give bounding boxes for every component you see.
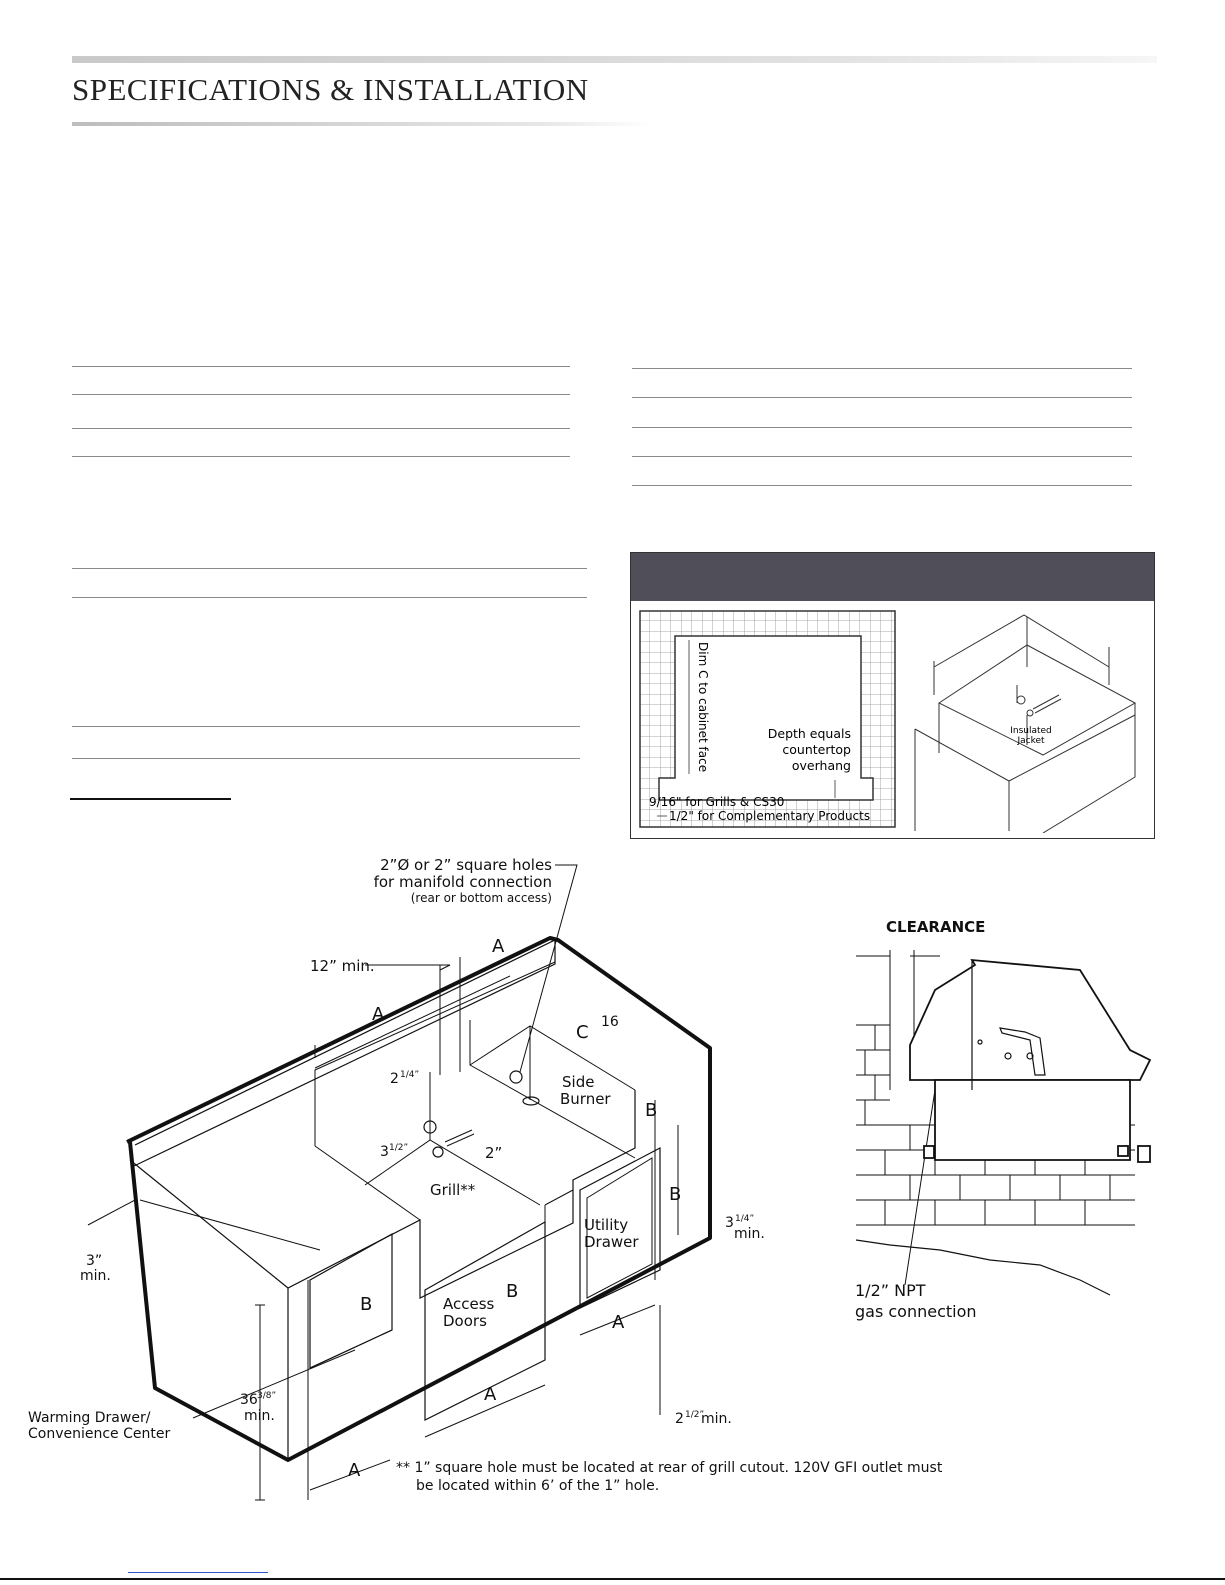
thirty-six-frac: 3/8” xyxy=(257,1391,277,1401)
manifold-note-3: (rear or bottom access) xyxy=(410,891,552,905)
rule xyxy=(72,597,587,598)
dim-a-label: A xyxy=(372,1004,385,1025)
three-min-label-2: min. xyxy=(80,1268,111,1284)
dim-a-label: A xyxy=(484,1384,497,1405)
dim-b-label: B xyxy=(645,1100,658,1121)
depth-label-1: Depth equals xyxy=(767,726,851,741)
dim-b-label: B xyxy=(506,1281,519,1302)
utility-drawer-label-1: Utility xyxy=(584,1216,629,1234)
rule xyxy=(72,726,580,727)
footer-rule xyxy=(0,1578,1225,1580)
rule xyxy=(632,427,1132,428)
side-burner-label-2: Burner xyxy=(560,1090,611,1108)
rule xyxy=(632,397,1132,398)
dim-b-label: B xyxy=(669,1184,682,1205)
two-quarter-label: 2 xyxy=(390,1071,399,1087)
jacket-label-1: Insulated xyxy=(1010,726,1052,736)
header-bar xyxy=(72,56,1157,63)
depth-label-2: countertop xyxy=(782,742,851,757)
rule xyxy=(72,428,570,429)
jacket-label-2: Jacket xyxy=(1017,736,1045,746)
manifold-note-2: for manifold connection xyxy=(373,873,552,891)
rule xyxy=(72,758,580,759)
thirty-six-label: 36 xyxy=(240,1392,258,1408)
access-doors-label-1: Access xyxy=(443,1295,495,1313)
rule xyxy=(632,456,1132,457)
rule xyxy=(632,485,1132,486)
three-min-label-1: 3” xyxy=(86,1253,103,1269)
footnote-line-1: ** 1” square hole must be located at rear of grill cutout. 120V GFI outlet must xyxy=(396,1460,943,1476)
footnote-line-2: be located within 6’ of the 1” hole. xyxy=(416,1478,660,1494)
island-diagram xyxy=(0,840,960,1530)
gas-connection-label-2: gas connection xyxy=(855,1302,977,1321)
section-underline xyxy=(70,798,231,800)
warming-label-1: Warming Drawer/ xyxy=(28,1410,151,1426)
front-cutout-view xyxy=(639,610,897,830)
title-underline xyxy=(72,122,652,126)
two-half-min: min. xyxy=(701,1411,732,1427)
manifold-note-1: 2”Ø or 2” square holes xyxy=(380,856,552,874)
two-half-frac: 1/2” xyxy=(685,1410,705,1420)
three-half-label: 3 xyxy=(380,1144,389,1160)
three-quarter-label: 3 xyxy=(725,1215,734,1231)
page-title: SPECIFICATIONS & INSTALLATION xyxy=(72,72,589,107)
warming-label-2: Convenience Center xyxy=(28,1426,171,1442)
two-quarter-frac: 1/4” xyxy=(400,1070,420,1080)
gas-connection-label-1: 1/2” NPT xyxy=(855,1281,926,1300)
dim-c-label: C xyxy=(576,1022,589,1043)
complementary-note: 1/2" for Complementary Products xyxy=(669,809,871,823)
twelve-min-label: 12” min. xyxy=(310,957,375,975)
sixteen-label: 16 xyxy=(601,1014,619,1030)
three-quarter-min: min. xyxy=(734,1226,765,1242)
dim-c-label: Dim C to cabinet face xyxy=(696,642,710,773)
rule xyxy=(72,394,570,395)
dim-a-label: A xyxy=(612,1312,625,1333)
rule xyxy=(72,456,570,457)
dim-a-label: A xyxy=(348,1460,361,1481)
access-doors-label-2: Doors xyxy=(443,1312,487,1330)
two-inch-label: 2” xyxy=(485,1144,503,1162)
depth-label-3: overhang xyxy=(791,758,851,773)
rule xyxy=(72,366,570,367)
three-half-frac: 1/2” xyxy=(389,1143,409,1153)
grill-label: Grill** xyxy=(430,1181,476,1199)
clearance-diagram xyxy=(850,910,1160,1330)
dim-a-label: A xyxy=(492,936,505,957)
clearance-title: CLEARANCE xyxy=(886,918,986,936)
iso-cutout-view xyxy=(909,605,1149,833)
side-burner-label-1: Side xyxy=(562,1073,595,1091)
dim-b-label: B xyxy=(360,1294,373,1315)
utility-drawer-label-2: Drawer xyxy=(584,1233,639,1251)
grills-note: 9/16" for Grills & CS30 xyxy=(649,795,785,809)
rule xyxy=(632,368,1132,369)
three-quarter-frac: 1/4” xyxy=(735,1214,755,1224)
cutout-panel xyxy=(630,552,1155,839)
two-half-label: 2 xyxy=(675,1411,684,1427)
panel-header xyxy=(631,553,1154,601)
thirty-six-min: min. xyxy=(244,1408,275,1424)
footer-link[interactable] xyxy=(128,1572,268,1573)
rule xyxy=(72,568,587,569)
